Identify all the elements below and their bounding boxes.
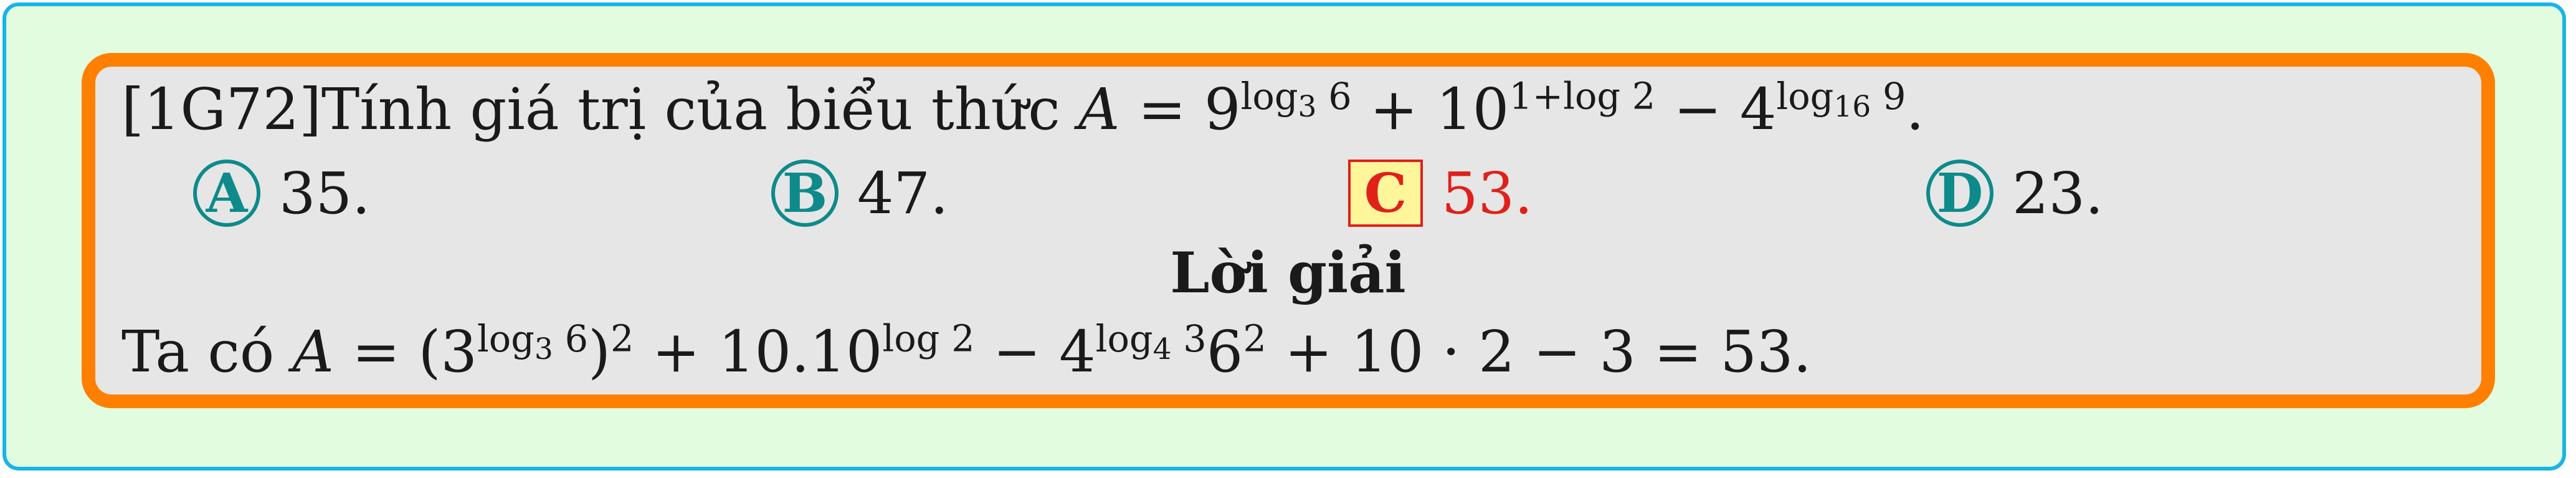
option-a-value: 35. [279,160,371,227]
exp-base: 3 [1298,89,1317,124]
option-b[interactable] [771,156,948,231]
exp-log: log [1240,74,1298,118]
option-b-value: 47. [857,160,949,227]
exp-log: log [477,317,535,360]
option-a-marker: A [193,160,260,227]
expr-part: = 9 [1119,76,1241,143]
question-statement [121,72,1924,147]
exp-arg: 6 [553,317,589,360]
expr-part: . [1906,76,1924,143]
solution-heading: Lời giải [1170,240,1406,306]
exp-arg: 9 [1871,74,1906,118]
option-d[interactable] [1926,156,2103,231]
question-text: Tính giá trị của biểu thức [321,76,1060,143]
exp-log: log [1095,317,1153,360]
expr-part: + 10.10 [634,318,883,385]
option-c-marker: C [1348,160,1423,227]
expr-part: 6 [1206,318,1243,385]
exp-base: 3 [534,332,553,366]
expr-exponent [1240,74,1352,124]
exp-arg: 6 [1316,74,1352,118]
exp-log: log [1776,74,1834,118]
expr-exponent [477,317,589,366]
question-code: [1G72] [121,76,321,143]
option-d-value: 23. [2012,160,2104,227]
option-c[interactable] [1348,156,1533,231]
exp-base: 4 [1153,332,1172,366]
expr-part: + 10 [1351,76,1509,143]
expr-part: − 4 [1655,76,1777,143]
solution-lead: Ta có [121,318,275,385]
expr-part: = (3 [333,318,477,385]
exp-arg: 3 [1171,317,1207,360]
question-var: A [1078,76,1120,143]
option-c-value: 53. [1442,160,1533,227]
option-b-marker: B [771,160,839,227]
solution-var: A [292,318,334,385]
expr-exponent: 1+log 2 [1509,74,1656,118]
expr-part: ) [588,318,611,385]
expr-part: − 4 [974,318,1096,385]
expr-exponent: 2 [1243,317,1267,360]
exp-base: 16 [1833,89,1871,124]
expr-exponent: log 2 [882,317,975,360]
expr-exponent [1095,317,1207,366]
expr-exponent: 2 [610,317,634,360]
expr-part: + 10 · 2 − 3 = 53. [1266,318,1812,385]
option-a[interactable] [193,156,370,231]
solution-statement [121,315,1812,390]
expr-exponent [1776,74,1906,124]
option-d-marker: D [1926,160,1994,227]
